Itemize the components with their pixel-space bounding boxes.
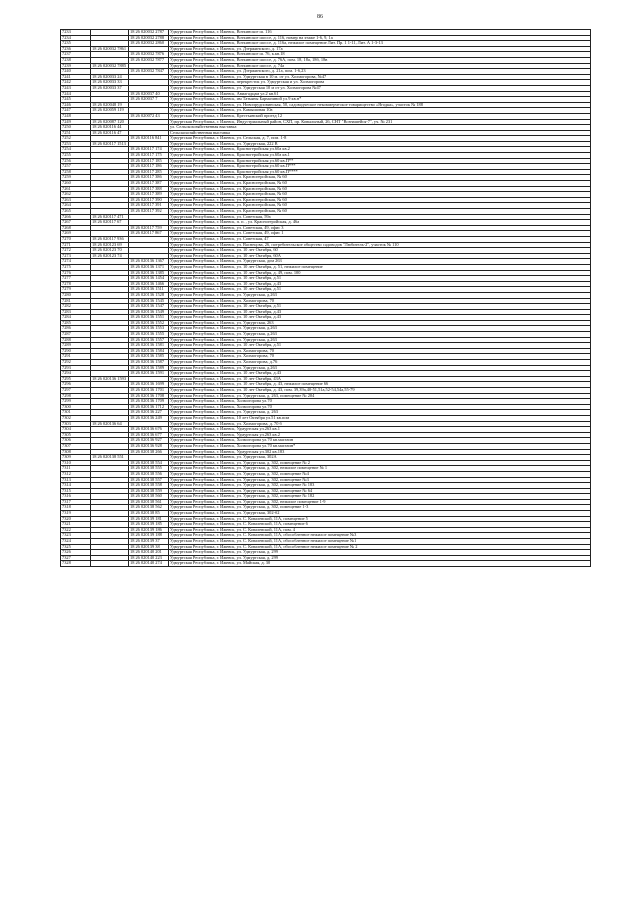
land-cadastral-number-cell: 18 26 020033 24 <box>91 74 129 80</box>
land-cadastral-number-cell: 18 26 020123 74 <box>91 253 129 259</box>
row-number-cell: 7319 <box>61 511 91 517</box>
address-cell: ул. Сельскохозяйственная выставка <box>169 125 591 131</box>
row-number-cell: 7278 <box>61 281 91 287</box>
building-cadastral-number-cell: 18 26 020136 1587 <box>129 360 169 366</box>
row-number-cell: 7286 <box>61 326 91 332</box>
row-number-cell: 7239 <box>61 63 91 69</box>
land-cadastral-number-cell: 18 26 020059 119 <box>91 108 129 114</box>
row-number-cell: 7302 <box>61 415 91 421</box>
address-cell: Удмуртская Республика, г. Ижевск, ул. 10 лет Октября, д.51 <box>169 304 591 310</box>
address-cell: Удмуртская Республика, г. Ижевск, ул. С. Ковалевской, 11А, обособленное нежилое помещение №3 <box>169 533 591 539</box>
building-cadastral-number-cell: 18 26 020138 561 <box>129 499 169 505</box>
address-cell: Удмуртская Республика, г. Ижевск, ул. 10 лет Октября, д. 43, нежилое помещение 66 <box>169 382 591 388</box>
building-cadastral-number-cell: 18 26 020139 186 <box>129 527 169 533</box>
row-number-cell: 7244 <box>61 91 91 97</box>
address-cell: Удмуртская Республика, г. Ижевск, перекресток ул. Удмуртская и ул. Холмогорова <box>169 80 591 86</box>
address-cell: Удмуртская Республика, г. Ижевск, ул. 10 лет Октября, 60А <box>169 253 591 259</box>
address-cell: Удмуртская Республика, г. Ижевск, ул. Удмуртская, д. 302, нежилое помещение 1-9 <box>169 499 591 505</box>
address-cell: Удмуртская Республика, г. Ижевск, ул. Советская, 49, офис 1 <box>169 231 591 237</box>
address-cell: Удмуртская Республика, г. Ижевск, ул. Удмуртская, д. 302, нежилое помещение № 1 <box>169 466 591 472</box>
row-number-cell: 7306 <box>61 438 91 444</box>
building-cadastral-number-cell: 18 26 020117 867 <box>129 231 169 237</box>
row-number-cell: 7315 <box>61 488 91 494</box>
building-cadastral-number-cell: 18 26 020136 1708 <box>129 393 169 399</box>
building-cadastral-number-cell: 18 26 020136 1547 <box>129 304 169 310</box>
building-cadastral-number-cell: 18 26 020136 676 <box>129 427 169 433</box>
building-cadastral-number-cell: 18 26 020136 1585 <box>129 354 169 360</box>
building-cadastral-number-cell: 18 26 020140 274 <box>129 561 169 567</box>
address-cell: Удмуртская Республика, г. Ижевск, ул. Холмогорова, 70 <box>169 354 591 360</box>
row-number-cell: 7283 <box>61 309 91 315</box>
row-number-cell: 7234 <box>61 35 91 41</box>
address-cell: Удмуртская Республика, г. Ижевск, 10 лет Октября ул.51 кв.пом <box>169 415 591 421</box>
building-cadastral-number-cell: 18 26 020139 38 <box>129 544 169 550</box>
table-row <box>61 561 591 567</box>
row-number-cell: 7292 <box>61 360 91 366</box>
land-cadastral-number-cell: 18 26 020123 69 <box>91 242 129 248</box>
building-cadastral-number-cell: 18 26 020117 386 <box>129 175 169 181</box>
address-cell: Удмуртская Республика, г. Ижевск, Индустриальный район, СХП, пр. Ковыльный, 26, СНТ "Вознашейся-7", уч. № 231 <box>169 119 591 125</box>
row-number-cell: 7254 <box>61 147 91 153</box>
building-cadastral-number-cell: 18 26 020136 1584 <box>129 348 169 354</box>
building-cadastral-number-cell: 18 26 020136 1701 <box>129 388 169 394</box>
address-cell: Сельскохозяйственная выставка <box>169 130 591 136</box>
building-cadastral-number-cell: 18 26 020138 558 <box>129 483 169 489</box>
building-cadastral-number-cell: 18 26 020138 554 <box>129 460 169 466</box>
address-cell: Удмуртская Республика, г. Ижевск, ул. С. Ковалевской, 11А, обособленное нежилое помещение № 2 <box>169 544 591 550</box>
row-number-cell: 7274 <box>61 259 91 265</box>
building-cadastral-number-cell: 18 26 020136 1553 <box>129 326 169 332</box>
row-number-cell: 7235 <box>61 41 91 47</box>
building-cadastral-number-cell: 18 26 020136 1557 <box>129 337 169 343</box>
row-number-cell: 7269 <box>61 231 91 237</box>
row-number-cell: 7247 <box>61 108 91 114</box>
row-number-cell: 7290 <box>61 348 91 354</box>
address-cell: Удмуртская Республика, г. Ижевск, ул. Удмуртская, 302-б2 <box>169 511 591 517</box>
row-number-cell: 7282 <box>61 304 91 310</box>
page-number: 86 <box>317 14 323 20</box>
address-cell: Удмуртская Республика, г. Ижевск, Воткинское ш. 76, к.кв.18 <box>169 52 591 58</box>
building-cadastral-number-cell: 18 26 020117 390 <box>129 197 169 203</box>
row-number-cell: 7267 <box>61 220 91 226</box>
row-number-cell: 7261 <box>61 186 91 192</box>
building-cadastral-number-cell: 18 26 020032 2860 <box>129 41 169 47</box>
row-number-cell: 7233 <box>61 30 91 36</box>
building-cadastral-number-cell: 18 26 020136 1466 <box>129 281 169 287</box>
row-number-cell: 7298 <box>61 393 91 399</box>
address-cell: Удмуртская Республика, г. Ижевск, ул. Холмогорова, д.76 <box>169 360 591 366</box>
building-cadastral-number-cell: 18 26 020136 1367 <box>129 259 169 265</box>
address-cell: Удмуртская Республика, г. Ижевск, Крестьянский проезд 12 <box>169 113 591 119</box>
address-cell: Удмуртская Республика, г. Ижевск, ул. С. Ковалевской, 11А, помещение 5 <box>169 516 591 522</box>
row-number-cell: 7295 <box>61 376 91 382</box>
address-cell: Удмуртская Республика, г. Ижевск, ул. Майская, д. 30 <box>169 561 591 567</box>
building-cadastral-number-cell: 18 26 020117 175 <box>129 153 169 159</box>
address-cell: Удмуртская Республика, г. Ижевск, Красногеройская ул.60 кв.П** <box>169 158 591 164</box>
building-cadastral-number-cell: 18 26 020136 1545 <box>129 298 169 304</box>
row-number-cell: 7326 <box>61 550 91 556</box>
address-cell: Удмуртская Республика, г. Ижевск, п. п. , ул. Красногеройская, д. 46а <box>169 220 591 226</box>
address-cell: Удмуртская Республика, г. Ижевск, ул. Удмуртская, д. 302, помещение № 64 <box>169 488 591 494</box>
row-number-cell: 7304 <box>61 427 91 433</box>
address-cell: Удмуртская Республика, г. Ижевск, ул. 10 лет Октября, д. 49, пом. 100 <box>169 270 591 276</box>
row-number-cell: 7237 <box>61 52 91 58</box>
land-cadastral-number-cell <box>91 561 129 567</box>
address-cell: Удмуртская Республика, г. Ижевск, ул. 10 лет Октября, д.51 <box>169 276 591 282</box>
address-cell: Удмуртская Республика, г. Ижевск, ул. Новопрудповинская, 50, садоводческое некоммерческое товарищество «Ягодка», участок № 188 <box>169 102 591 108</box>
row-number-cell: 7323 <box>61 533 91 539</box>
land-cadastral-number-cell: 18 26 020087 120 <box>91 119 129 125</box>
row-number-cell: 7277 <box>61 276 91 282</box>
building-cadastral-number-cell: 18 26 020136 1591 <box>129 371 169 377</box>
row-number-cell: 7263 <box>61 197 91 203</box>
address-cell: Удмуртская Республика, г. Ижевск, ул. Удмуртская, д. 263, помещение № 204 <box>169 393 591 399</box>
building-cadastral-number-cell: 18 26 020136 928 <box>129 443 169 449</box>
address-cell: Удмуртская Республика, г. Ижевск, Удмуртская ул.263 кв.2 <box>169 432 591 438</box>
building-cadastral-number-cell: 18 26 020136 1549 <box>129 309 169 315</box>
building-cadastral-number-cell: 18 26 020138 555 <box>129 466 169 472</box>
address-cell: Удмуртская Республика, г. Ижевск, ул. Советская, 47 <box>169 236 591 242</box>
building-cadastral-number-cell: 18 26 020117 392 <box>129 209 169 215</box>
building-cadastral-number-cell: 18 26 020032 7877 <box>129 57 169 63</box>
address-cell: Удмуртская Республика, г. Ижевск, Воткинское шоссе, д. 116, номер на этаже 1-6, 9, 1а <box>169 35 591 41</box>
address-cell: Удмуртская Республика, г. Ижевск, ул. 10 лет Октября, д.43 <box>169 371 591 377</box>
row-number-cell: 7299 <box>61 399 91 405</box>
row-number-cell: 7273 <box>61 253 91 259</box>
row-number-cell: 7243 <box>61 85 91 91</box>
register-table-body <box>61 30 591 567</box>
building-cadastral-number-cell: 18 26 020136 677 <box>129 432 169 438</box>
building-cadastral-number-cell: 18 26 020136 927 <box>129 438 169 444</box>
address-cell: Удмуртская Республика, г. Ижевск, ул. 10 лет Октября, 60 <box>169 248 591 254</box>
row-number-cell: 7252 <box>61 136 91 142</box>
address-cell: Удмуртская Республика, г. Ижевск, ул. Красногеройская, № 60 <box>169 209 591 215</box>
address-cell: Удмуртская Республика, г. Ижевск, ул. Удмуртская, д.263 <box>169 337 591 343</box>
address-cell: Удмуртская Республика, г. Ижевск, ул. Удмуртская 10 м от ул. Холмогорова №47 <box>169 85 591 91</box>
row-number-cell: 7276 <box>61 270 91 276</box>
building-cadastral-number-cell: 18 26 020138 559 <box>129 488 169 494</box>
land-cadastral-number-cell: 18 26 020032 7885 <box>91 63 129 69</box>
land-cadastral-number-cell: 18 26 020048 19 <box>91 102 129 108</box>
row-number-cell: 7285 <box>61 320 91 326</box>
address-cell: Удмуртская Республика, г. Ижевск, ул. 10 лет Октября, д. 51, нежилое помещение <box>169 264 591 270</box>
address-cell: Удмуртская Республика, г. Ижевск, ул. Красногеройская, № 60 <box>169 186 591 192</box>
row-number-cell: 7284 <box>61 315 91 321</box>
row-number-cell: 7262 <box>61 192 91 198</box>
address-cell: Удмуртская Республика, г. Ижевск, Холмогорова ул.70 <box>169 404 591 410</box>
row-number-cell: 7279 <box>61 287 91 293</box>
building-cadastral-number-cell: 18 26 020117 759 <box>129 225 169 231</box>
building-cadastral-number-cell: 18 26 020032 2788 <box>129 35 169 41</box>
address-cell: Удмуртская Республика, г. Ижевск, Красногеройская ул.60 кв.П**** <box>169 169 591 175</box>
building-cadastral-number-cell: 18 26 020138 560 <box>129 494 169 500</box>
address-cell: Удмуртская Республика, г. Ижевск, Холмогорова ул.70 <box>169 399 591 405</box>
land-cadastral-number-cell: 18 26 020032 7861 <box>91 46 129 52</box>
address-cell: Удмуртская Республика, г. Ижевск, ул. 10 лет Октября, д.43 <box>169 309 591 315</box>
row-number-cell: 7268 <box>61 225 91 231</box>
building-cadastral-number-cell: 18 26 020116 841 <box>129 136 169 142</box>
address-cell: Удмуртская Республика, г. Ижевск, ул. Удмуртская, 302А <box>169 455 591 461</box>
address-cell: Удмуртская Республика, г. Ижевск, ул. 10 лет Октября, д.43 <box>169 281 591 287</box>
address-cell: Удмуртская Республика, г. Ижевск, ул. Удмуртская, д.263 <box>169 365 591 371</box>
address-cell: Удмуртская Республика, г. Ижевск, ул. Удмуртская, д. 302, помещение №4 <box>169 471 591 477</box>
address-cell: Удмуртская Республика, г. Ижевск, ул. С. Ковалевской, 11А, пом. 4 <box>169 527 591 533</box>
address-cell: Удмуртская Республика, г. Ижевск, ул. Удмуртская, д. 299 <box>169 550 591 556</box>
building-cadastral-number-cell: 18 26 020136 1712 <box>129 404 169 410</box>
row-number-cell: 7245 <box>61 97 91 103</box>
address-cell: Удмуртская Республика, г. Ижевск, ул. 10 лет Октября, 43А <box>169 376 591 382</box>
address-cell: Удмуртская Республика, г. Ижевск, Воткинское шоссе, д. 116а, нежилое помещение Лит. Пр. 1 1-11, Лит. А 1-3-13 <box>169 41 591 47</box>
address-cell: Удмуртская Республика, г. Ижевск, ул. Удмуртская в 10 м. от ул. Холмогорова, №47 <box>169 74 591 80</box>
row-number-cell: 7275 <box>61 264 91 270</box>
row-number-cell: 7327 <box>61 555 91 561</box>
row-number-cell: 7294 <box>61 371 91 377</box>
row-number-cell: 7248 <box>61 113 91 119</box>
address-cell: Удмуртская Республика, г. Ижевск, ул. Удмуртская, д. 263 <box>169 410 591 416</box>
address-cell: Удмуртская Республика, г. Ижевск, ул. Камышовая 10а <box>169 108 591 114</box>
address-cell: Удмуртская Республика, г. Ижевск, ул. Удмуртская, д.263 <box>169 292 591 298</box>
building-cadastral-number-cell: 18 26 020136 1511 <box>129 287 169 293</box>
building-cadastral-number-cell: 18 26 020136 249 <box>129 415 169 421</box>
row-number-cell: 7272 <box>61 248 91 254</box>
building-cadastral-number-cell: 18 26 020072 43 <box>129 113 169 119</box>
building-cadastral-number-cell: 18 26 020136 227 <box>129 410 169 416</box>
row-number-cell: 7281 <box>61 298 91 304</box>
row-number-cell: 7305 <box>61 432 91 438</box>
building-cadastral-number-cell: 18 26 020136 1385 <box>129 270 169 276</box>
row-number-cell: 7246 <box>61 102 91 108</box>
address-cell: Удмуртская Республика, г. Ижевск, им Татьяны Бармазиной ул.9 кв.н* <box>169 97 591 103</box>
building-cadastral-number-cell: 18 26 020136 1454 <box>129 276 169 282</box>
row-number-cell: 7288 <box>61 337 91 343</box>
address-cell: Удмуртская Республика, г. Ижевск, ул. 10 лет Октября, д.51 <box>169 287 591 293</box>
row-number-cell: 7314 <box>61 483 91 489</box>
building-cadastral-number-cell: 18 26 020136 1555 <box>129 332 169 338</box>
row-number-cell: 7303 <box>61 421 91 427</box>
row-number-cell: 7320 <box>61 516 91 522</box>
building-cadastral-number-cell: 18 26 020139 181 <box>129 516 169 522</box>
row-number-cell: 7325 <box>61 544 91 550</box>
address-cell: Удмуртская Республика, г. Ижевск, ул. Холмогорова, д. 70 б <box>169 421 591 427</box>
row-number-cell: 7311 <box>61 466 91 472</box>
row-number-cell: 7307 <box>61 443 91 449</box>
row-number-cell: 7280 <box>61 292 91 298</box>
building-cadastral-number-cell: 18 26 020117 174 <box>129 147 169 153</box>
land-cadastral-number-cell: 18 26 020136 1593 <box>91 376 129 382</box>
building-cadastral-number-cell: 18 26 020117 388 <box>129 186 169 192</box>
row-number-cell: 7321 <box>61 522 91 528</box>
building-cadastral-number-cell: 18 26 020117 391 <box>129 203 169 209</box>
address-cell: Удмуртская Республика, г. Ижевск, ул. Дзержинского, д. 21а, пом. 1-6,23 <box>169 69 591 75</box>
land-cadastral-number-cell: 18 26 020117 936 <box>91 236 129 242</box>
building-cadastral-number-cell: 18 26 020136 1699 <box>129 382 169 388</box>
address-cell: Удмуртская Республика, г. Ижевск, ул. Красногеройская, № 60 <box>169 197 591 203</box>
building-cadastral-number-cell: 18 26 020138 85 <box>129 511 169 517</box>
address-cell: Удмуртская Республика, г. Ижевск, Воткинское ш. 116 <box>169 30 591 36</box>
row-number-cell: 7257 <box>61 164 91 170</box>
address-cell: Удмуртская Республика, г. Ижевск, ул. Холмогорова, 70 <box>169 348 591 354</box>
row-number-cell: 7236 <box>61 46 91 52</box>
building-cadastral-number-cell: 18 26 020032 7876 <box>129 52 169 58</box>
building-cadastral-number-cell: 18 26 020037 40 <box>129 91 169 97</box>
address-cell: Удмуртская Республика, г. Ижевск, ул. Удмуртская, д. 302, помещение № 2 <box>169 460 591 466</box>
address-cell: Удмуртская Республика, г. Ижевск, ул. Красногеройская, № 60 <box>169 203 591 209</box>
building-cadastral-number-cell: 18 26 020032 7847 <box>129 69 169 75</box>
row-number-cell: 7266 <box>61 214 91 220</box>
address-cell: Удмуртская Республика, г. Ижевск, ул. Красногеройская, № 60 <box>169 181 591 187</box>
building-cadastral-number-cell: 18 26 020136 1589 <box>129 365 169 371</box>
address-cell: Удмуртская Республика, г. Ижевск, Красногеройская ул.60 кв.П*** <box>169 164 591 170</box>
row-number-cell: 7318 <box>61 505 91 511</box>
row-number-cell: 7313 <box>61 477 91 483</box>
row-number-cell: 7260 <box>61 181 91 187</box>
building-cadastral-number-cell: 18 26 020117 285 <box>129 169 169 175</box>
row-number-cell: 7256 <box>61 158 91 164</box>
building-cadastral-number-cell: 18 26 020138 556 <box>129 471 169 477</box>
address-cell: Удмуртская Республика, г. Ижевск, Воткинское шоссе, д. 74а <box>169 63 591 69</box>
address-cell: Удмуртская Республика, г. Ижевск, ул. Удмуртская, д. 302, помещение 1-3 <box>169 505 591 511</box>
land-cadastral-number-cell: 18 26 020033 33 <box>91 80 129 86</box>
building-cadastral-number-cell: 18 26 020136 1371 <box>129 264 169 270</box>
row-number-cell: 7251 <box>61 130 91 136</box>
row-number-cell: 7312 <box>61 471 91 477</box>
building-cadastral-number-cell: 18 26 020032 2787 <box>129 30 169 36</box>
address-cell: Удмуртская Республика, г. Ижевск, ул. Красногеройская, № 60 <box>169 192 591 198</box>
address-cell: Удмуртская Республика, г. Ижевск, ул. Удмуртская, д. 302, помещение №3 <box>169 477 591 483</box>
address-cell: Удмуртская Республика, г. Ижевск, ул. Холмогорова, 70 <box>169 298 591 304</box>
row-number-cell: 7250 <box>61 125 91 131</box>
address-cell: Удмуртская Республика, г. Ижевск, ул. Дзержинского, д. 17а <box>169 46 591 52</box>
address-cell: Удмуртская Республика, г. Ижевск, Холмогорова ул.70 кв.магазин <box>169 438 591 444</box>
address-cell: Удмуртская Республика, г. Ижевск, ул. Сельская, д. 7, пом. 1-8 <box>169 136 591 142</box>
address-cell: Удмуртская Республика, г. Ижевск, Красногеройская ул.60а кв.1 <box>169 153 591 159</box>
building-cadastral-number-cell: 18 26 020138 557 <box>129 477 169 483</box>
row-number-cell: 7253 <box>61 141 91 147</box>
row-number-cell: 7287 <box>61 332 91 338</box>
building-cadastral-number-cell: 18 26 020140 201 <box>129 550 169 556</box>
address-cell: Удмуртская Республика, г. Ижевск, ул. Советская, 49, офис 3 <box>169 225 591 231</box>
row-number-cell: 7328 <box>61 561 91 567</box>
address-cell: Удмуртская Республика, г. Ижевск, ул. Удмуртская, д. 299 <box>169 555 591 561</box>
row-number-cell: 7308 <box>61 449 91 455</box>
row-number-cell: 7259 <box>61 175 91 181</box>
address-cell: Удмуртская Республика, г. Ижевск, ул. Удмуртская, д. 302, помещение № 183 <box>169 483 591 489</box>
address-cell: Удмуртская Республика, г. Ижевск, ул. 10 лет Октября, д.51 <box>169 343 591 349</box>
row-number-cell: 7255 <box>61 153 91 159</box>
building-cadastral-number-cell: 18 26 020136 1528 <box>129 292 169 298</box>
address-cell: Удмуртская Республика, г. Ижевск, ул. С. Ковалевской, 11А, обособленное нежилое помещение №1 <box>169 539 591 545</box>
row-number-cell: 7270 <box>61 236 91 242</box>
row-number-cell: 7238 <box>61 57 91 63</box>
address-cell: Удмуртская Республика, г. Ижевск, ул. 10 лет Октября, д. 43, пом. 39,39а,40-51,51а,52-54,54а,55-79 <box>169 388 591 394</box>
address-cell: Удмуртская Республика, г. Ижевск, ул. Васнецова, 26, потребительское общество садоводов "Любитель-2", участок № 110 <box>169 242 591 248</box>
row-number-cell: 7293 <box>61 365 91 371</box>
row-number-cell: 7324 <box>61 539 91 545</box>
address-cell: Удмуртская Республика, г. Ижевск, ул. Красногеройская, № 60 <box>169 175 591 181</box>
row-number-cell: 7271 <box>61 242 91 248</box>
address-cell: Удмуртская Республика, г. Ижевск, ул. Удмуртская, 222 В <box>169 141 591 147</box>
land-cadastral-number-cell: 18 26 020033 37 <box>91 85 129 91</box>
building-cadastral-number-cell: 18 26 020139 37 <box>129 539 169 545</box>
row-number-cell: 7317 <box>61 499 91 505</box>
row-number-cell: 7322 <box>61 527 91 533</box>
land-cadastral-number-cell: 18 26 020138 551 <box>91 455 129 461</box>
row-number-cell: 7289 <box>61 343 91 349</box>
building-cadastral-number-cell: 18 26 020117 389 <box>129 192 169 198</box>
building-cadastral-number-cell: 18 26 020136 1709 <box>129 399 169 405</box>
land-cadastral-number-cell: 18 26 020123 70 <box>91 248 129 254</box>
row-number-cell: 7316 <box>61 494 91 500</box>
land-cadastral-number-cell: 18 26 020117 1513 <box>91 141 129 147</box>
row-number-cell: 7240 <box>61 69 91 75</box>
row-number-cell: 7310 <box>61 460 91 466</box>
building-cadastral-number-cell: 18 26 020136 1551 <box>129 315 169 321</box>
row-number-cell: 7296 <box>61 382 91 388</box>
building-cadastral-number-cell: 18 26 020140 223 <box>129 555 169 561</box>
row-number-cell: 7291 <box>61 354 91 360</box>
building-cadastral-number-cell: 18 26 020138 266 <box>129 449 169 455</box>
row-number-cell: 7241 <box>61 74 91 80</box>
address-cell: Удмуртская Республика, г. Ижевск, Воткинское шоссе, д. 76А, пом. 18, 18а, 18б, 18в <box>169 57 591 63</box>
building-cadastral-number-cell: 18 26 020139 185 <box>129 522 169 528</box>
land-cadastral-number-cell: 18 26 020116 47 <box>91 130 129 136</box>
address-cell: Удмуртская Республика, г. Ижевск, Холмогорова ул.70 кв.магазин* <box>169 443 591 449</box>
address-cell: Удмуртская Республика, г. Ижевск, ул. Советская, 59а <box>169 214 591 220</box>
row-number-cell: 7264 <box>61 203 91 209</box>
building-cadastral-number-cell: 18 26 020117 186 <box>129 164 169 170</box>
row-number-cell: 7297 <box>61 388 91 394</box>
building-cadastral-number-cell: 18 26 020136 1581 <box>129 343 169 349</box>
address-cell: Удмуртская Республика, г. Ижевск, Авиагадцам ул.2 кв.61 <box>169 91 591 97</box>
row-number-cell: 7249 <box>61 119 91 125</box>
row-number-cell: 7265 <box>61 209 91 215</box>
address-cell: Удмуртская Республика, г. Ижевск, Красногеройская ул.60а кв.2 <box>169 147 591 153</box>
address-cell: Удмуртская Республика, г. Ижевск, Удмуртская ул.302 кв.183 <box>169 449 591 455</box>
row-number-cell: 7242 <box>61 80 91 86</box>
row-number-cell: 7258 <box>61 169 91 175</box>
land-cadastral-number-cell: 18 26 020116 44 <box>91 125 129 131</box>
address-cell: Удмуртская Республика, г. Ижевск, Удмуртская ул.263 кв.1 <box>169 427 591 433</box>
register-table <box>60 29 591 567</box>
land-cadastral-number-cell: 18 26 020136 64 <box>91 421 129 427</box>
building-cadastral-number-cell: 18 26 020117 387 <box>129 181 169 187</box>
building-cadastral-number-cell: 18 26 020117 185 <box>129 158 169 164</box>
address-cell: Удмуртская Республика, г. Ижевск, ул. Удмуртская, 263 <box>169 320 591 326</box>
row-number-cell: 7300 <box>61 404 91 410</box>
address-cell: Удмуртская Республика, г. Ижевск, ул. С. Ковалевской, 11А, помещение 6 <box>169 522 591 528</box>
address-cell: Удмуртская Республика, г. Ижевск, ул. Удмуртская, дом 263 <box>169 259 591 265</box>
row-number-cell: 7301 <box>61 410 91 416</box>
building-cadastral-number-cell: 18 26 020139 188 <box>129 533 169 539</box>
building-cadastral-number-cell: 18 26 020136 1552 <box>129 320 169 326</box>
land-cadastral-number-cell: 18 26 020117 67 <box>91 220 129 226</box>
building-cadastral-number-cell: 18 26 020037 7 <box>129 97 169 103</box>
building-cadastral-number-cell: 18 26 020138 562 <box>129 505 169 511</box>
address-cell: Удмуртская Республика, г. Ижевск, ул. Удмуртская, д.263 <box>169 326 591 332</box>
row-number-cell: 7309 <box>61 455 91 461</box>
address-cell: Удмуртская Республика, г. Ижевск, ул. 10 лет Октября, д.43 <box>169 315 591 321</box>
address-cell: Удмуртская Республика, г. Ижевск, ул. Удмуртская, д. 302, помещение № 182 <box>169 494 591 500</box>
land-cadastral-number-cell: 18 26 020117 471 <box>91 214 129 220</box>
address-cell: Удмуртская Республика, г. Ижевск, ул. Удмуртская, д.263 <box>169 332 591 338</box>
